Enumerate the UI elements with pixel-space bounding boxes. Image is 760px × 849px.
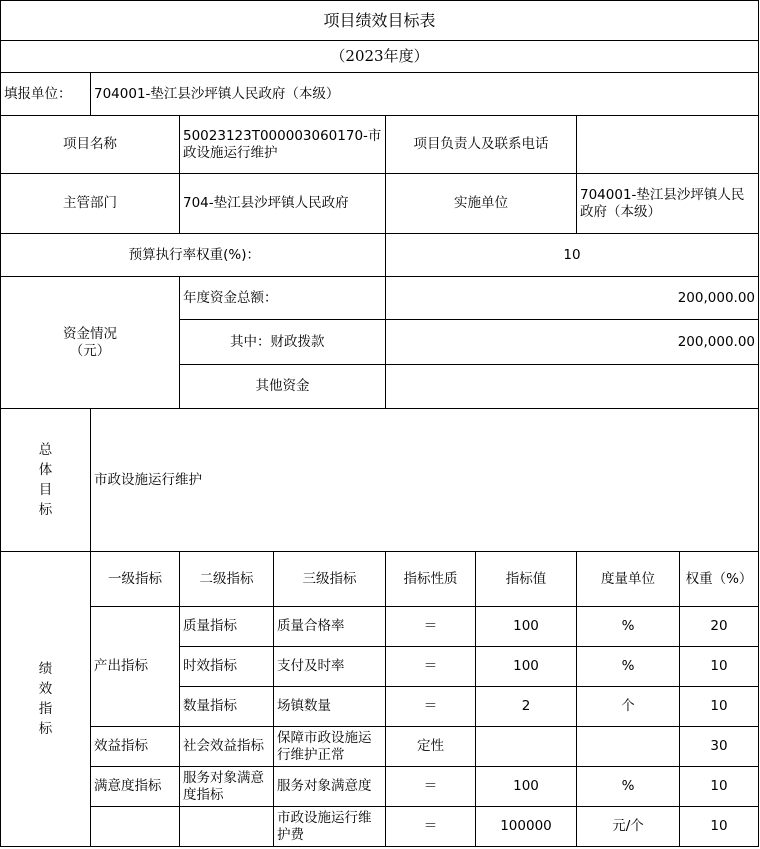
- indicator-char: 指: [38, 701, 53, 717]
- budget-weight-label: 预算执行率权重(%)：: [1, 234, 386, 277]
- header-value: 指标值: [476, 552, 577, 607]
- indicator-level3: 保障市政设施运行维护正常: [274, 727, 386, 767]
- indicator-weight: 10: [680, 687, 759, 727]
- indicator-value: 100: [476, 647, 577, 687]
- budget-weight-value: 10: [386, 234, 759, 277]
- indicator-level2: 数量指标: [180, 687, 274, 727]
- table-title: 项目绩效目标表: [1, 1, 759, 41]
- funds-total-label: 年度资金总额：: [180, 277, 386, 320]
- indicator-nature: ＝: [386, 687, 476, 727]
- header-weight: 权重（%）: [680, 552, 759, 607]
- project-name-label: 项目名称: [1, 116, 180, 174]
- funds-other-label: 其他资金: [180, 365, 386, 409]
- header-unit: 度量单位: [577, 552, 680, 607]
- reporting-unit-value: 704001-垫江县沙坪镇人民政府（本级）: [91, 73, 759, 116]
- indicator-level2: 质量指标: [180, 607, 274, 647]
- indicator-weight: 30: [680, 727, 759, 767]
- overall-goal-label: [1, 409, 91, 552]
- indicator-value: 2: [476, 687, 577, 727]
- indicator-level3: 市政设施运行维护费: [274, 807, 386, 847]
- implementing-unit-value: 704001-垫江县沙坪镇人民政府（本级）: [577, 174, 759, 234]
- table-row: [1, 727, 759, 767]
- header-level3: 三级指标: [274, 552, 386, 607]
- indicators-label: [1, 552, 91, 847]
- table-row: [1, 607, 759, 647]
- goal-char: 标: [38, 502, 53, 518]
- fiscal-year: （2023年度）: [1, 41, 759, 73]
- implementing-unit-label: 实施单位: [386, 174, 577, 234]
- indicator-weight: 10: [680, 767, 759, 807]
- header-level1: 一级指标: [91, 552, 180, 607]
- project-contact-value: [577, 116, 759, 174]
- indicator-nature: 定性: [386, 727, 476, 767]
- indicator-level1: 效益指标: [91, 727, 180, 767]
- indicator-level3: 服务对象满意度: [274, 767, 386, 807]
- header-nature: 指标性质: [386, 552, 476, 607]
- indicator-value: 100000: [476, 807, 577, 847]
- table-row: [1, 807, 759, 847]
- funds-label: [1, 277, 180, 409]
- supervising-dept-value: 704-垫江县沙坪镇人民政府: [180, 174, 386, 234]
- indicator-weight: 10: [680, 647, 759, 687]
- funds-fiscal-value: 200,000.00: [386, 320, 759, 365]
- indicator-level1: [91, 807, 180, 847]
- indicator-unit: %: [577, 767, 680, 807]
- indicator-level1: 产出指标: [91, 607, 180, 727]
- indicator-level3: 支付及时率: [274, 647, 386, 687]
- funds-label-line2: （元）: [69, 342, 111, 359]
- funds-other-value: [386, 365, 759, 409]
- funds-total-value: 200,000.00: [386, 277, 759, 320]
- indicator-level1: 满意度指标: [91, 767, 180, 807]
- indicator-nature: ＝: [386, 767, 476, 807]
- indicator-unit: %: [577, 607, 680, 647]
- indicator-level2: 服务对象满意度指标: [180, 767, 274, 807]
- overall-goal-text: 市政设施运行维护: [91, 409, 759, 552]
- funds-label-line1: 资金情况: [63, 325, 117, 342]
- indicator-weight: 20: [680, 607, 759, 647]
- indicator-level2: 时效指标: [180, 647, 274, 687]
- indicator-level3: 场镇数量: [274, 687, 386, 727]
- indicator-level3: 质量合格率: [274, 607, 386, 647]
- indicator-char: 效: [38, 681, 53, 697]
- supervising-dept-label: 主管部门: [1, 174, 180, 234]
- reporting-unit-label: 填报单位：: [1, 73, 91, 116]
- indicator-nature: ＝: [386, 807, 476, 847]
- project-name-value: 50023123T000003060170-市政设施运行维护: [180, 116, 386, 174]
- project-contact-label: 项目负责人及联系电话: [386, 116, 577, 174]
- indicator-nature: ＝: [386, 647, 476, 687]
- goal-char: 体: [38, 462, 53, 478]
- indicator-weight: 10: [680, 807, 759, 847]
- header-level2: 二级指标: [180, 552, 274, 607]
- table-row: [1, 767, 759, 807]
- indicator-value: 100: [476, 607, 577, 647]
- indicator-value: [476, 727, 577, 767]
- indicator-unit: %: [577, 647, 680, 687]
- indicator-char: 标: [38, 721, 53, 737]
- indicator-level2: [180, 807, 274, 847]
- indicator-unit: 个: [577, 687, 680, 727]
- funds-fiscal-label: 其中：财政拨款: [180, 320, 386, 365]
- indicator-level2: 社会效益指标: [180, 727, 274, 767]
- indicator-nature: ＝: [386, 607, 476, 647]
- indicator-unit: [577, 727, 680, 767]
- indicator-value: 100: [476, 767, 577, 807]
- indicator-unit: 元/个: [577, 807, 680, 847]
- goal-char: 总: [38, 442, 53, 458]
- goal-char: 目: [38, 482, 53, 498]
- indicator-char: 绩: [38, 661, 53, 677]
